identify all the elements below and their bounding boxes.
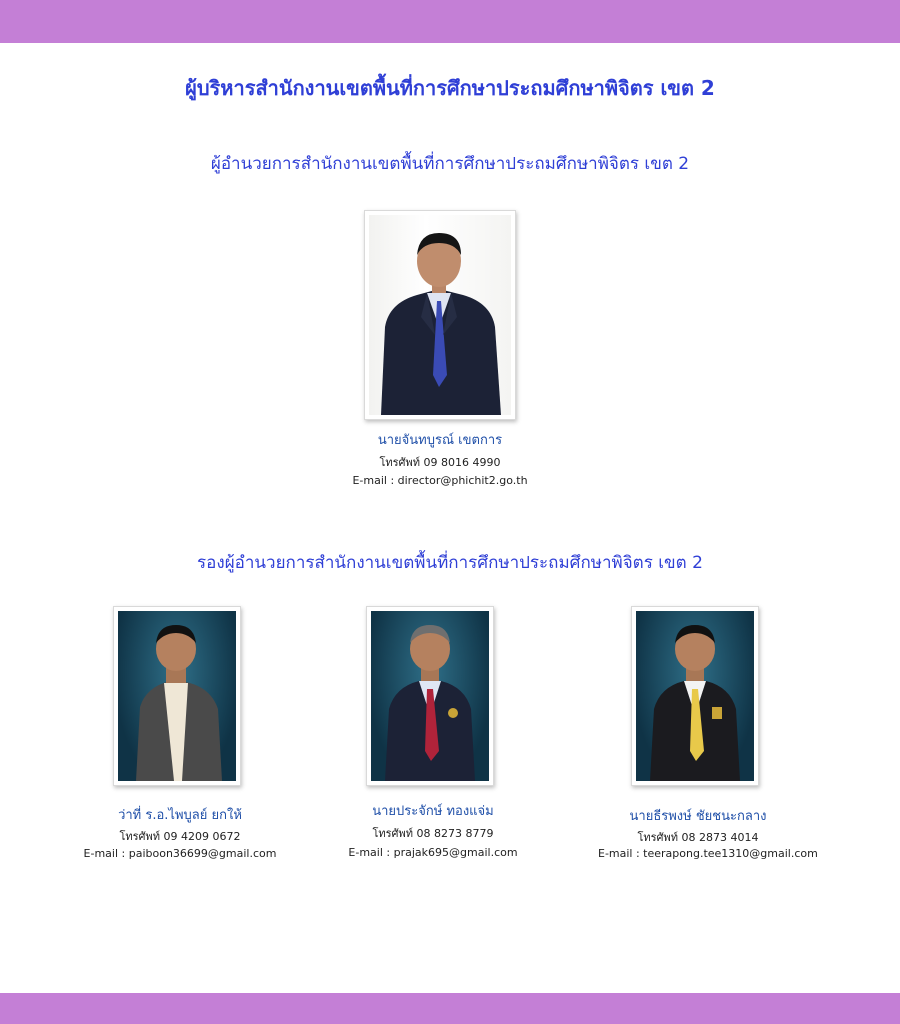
deputy-photo — [366, 606, 494, 786]
top-banner — [0, 0, 900, 43]
director-email: E-mail : director@phichit2.go.th — [352, 474, 528, 487]
deputy-photo — [631, 606, 759, 786]
deputy-phone: โทรศัพท์ 08 2873 4014 — [637, 831, 759, 844]
deputy-name: ว่าที่ ร.อ.ไพบูลย์ ยกให้ — [118, 808, 242, 823]
deputy-portrait-image — [371, 611, 489, 781]
director-phone: โทรศัพท์ 09 8016 4990 — [379, 456, 501, 469]
deputy-card — [598, 604, 818, 864]
deputy-email: E-mail : paiboon36699@gmail.com — [83, 847, 277, 860]
deputy-card — [333, 604, 533, 864]
deputy-portrait-image — [636, 611, 754, 781]
deputy-name: นายประจักษ์ ทองแจ่ม — [372, 804, 494, 819]
director-photo — [364, 210, 516, 420]
director-section-title: ผู้อำนวยการสำนักงานเขตพื้นที่การศึกษาประถมศึกษาพิจิตร เขต 2 — [210, 154, 690, 174]
director-card — [300, 208, 580, 498]
deputy-phone: โทรศัพท์ 09 4209 0672 — [119, 830, 241, 843]
bottom-banner — [0, 993, 900, 1024]
deputy-phone: โทรศัพท์ 08 8273 8779 — [372, 827, 494, 840]
deputy-name: นายธีรพงษ์ ชัยชนะกลาง — [629, 809, 767, 824]
page-title: ผู้บริหารสำนักงานเขตพื้นที่การศึกษาประถมศึกษาพิจิตร เขต 2 — [185, 76, 715, 100]
deputy-portrait-image — [118, 611, 236, 781]
deputy-card — [80, 604, 280, 864]
deputy-email: E-mail : teerapong.tee1310@gmail.com — [598, 847, 818, 860]
deputies-section-title: รองผู้อำนวยการสำนักงานเขตพื้นที่การศึกษาประถมศึกษาพิจิตร เขต 2 — [197, 553, 703, 573]
director-portrait-image — [369, 215, 511, 415]
director-name: นายจันทบูรณ์ เขตการ — [377, 433, 503, 448]
deputy-photo — [113, 606, 241, 786]
deputy-email: E-mail : prajak695@gmail.com — [348, 846, 518, 859]
